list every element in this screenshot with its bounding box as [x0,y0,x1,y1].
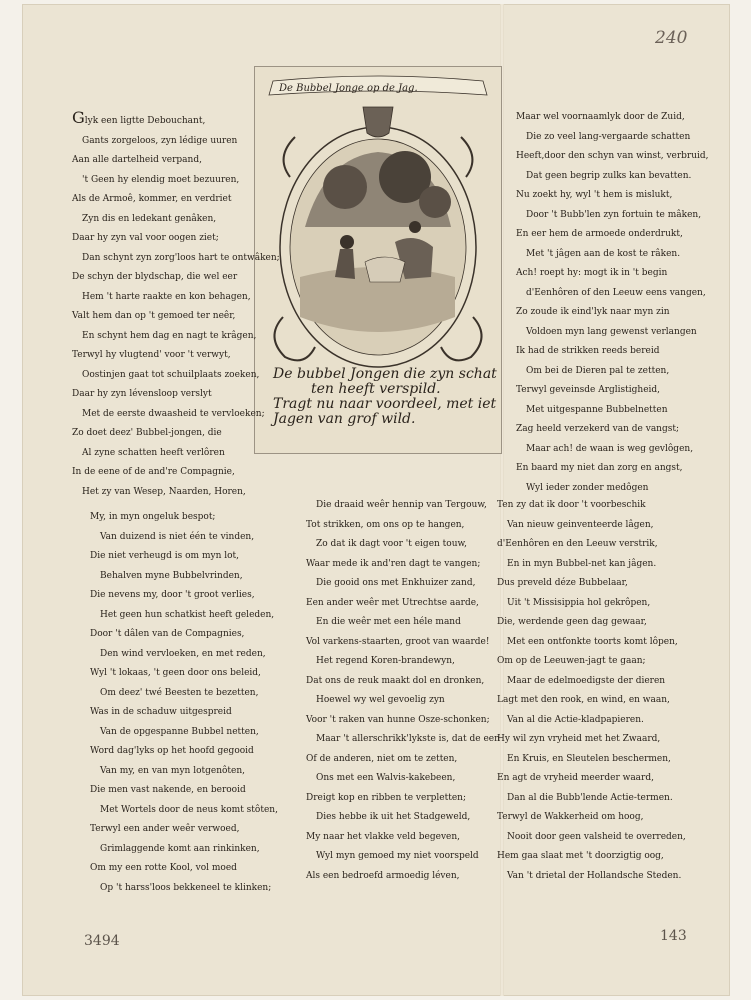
verse-line: Hy wil zyn vryheid met het Zwaard, [497,734,661,744]
verse-line: Terwyl de Wakkerheid om hoog, [497,812,644,822]
verse-line: Nu zoekt hy, wyl 't hem is mislukt, [516,190,673,200]
verse-line: Hoewel wy wel gevoelig zyn [316,695,445,705]
verse-line: Voldoen myn lang gewenst verlangen [526,326,697,337]
verse-line: Die gooid ons met Enkhuizer zand, [316,578,476,588]
verse-line: My, in myn ongeluk bespot; [90,512,216,522]
verse-line: Was in de schaduw uitgespreid [90,707,232,717]
verse-line: Dat geen begrip zulks kan bevatten. [526,170,692,181]
verse-line: Wyl ieder zonder medôgen [526,482,649,493]
verse-line: De schyn der blydschap, die wel eer [72,272,238,282]
verse-line: Word dag'lyks op het hoofd gegooid [90,746,254,756]
lower-middle-column [306,496,500,886]
verse-line: Terwyl een ander weêr verwoed, [90,824,240,834]
verse-line: Grimlaggende komt aan rinkinken, [100,843,260,854]
verse-line: En baard my niet dan zorg en angst, [516,463,683,473]
verse-line: Een ander weêr met Utrechtse aarde, [306,597,479,608]
verse-line: Dus preveld déze Bubbelaar, [497,578,628,588]
bottom-left-annotation: 3494 [84,933,120,949]
verse-line: Lagt met den rook, en wind, en waan, [497,695,670,705]
verse-line: Door 't dâlen van de Compagnies, [90,629,245,639]
verse-line: Ik had de strikken reeds bereid [516,346,660,356]
caption-line: Jagen van grof wild. [273,411,416,427]
verse-line: Van my, en van myn lotgenôten, [100,765,246,776]
verse-line: My naar het vlakke veld begeven, [306,831,461,842]
verse-line: Dan al die Bubb'lende Actie-termen. [507,792,673,803]
verse-line: Dies hebbe ik uit het Stadgeweld, [316,812,471,822]
verse-line: Uit 't Missisippia hol gekrôpen, [507,597,651,608]
verse-line: Maar 't allerschrikk'lykste is, dat de een [316,734,500,744]
drop-cap: G [72,108,85,127]
verse-line: Den wind vervloeken, en met reden, [100,648,266,659]
verse-line: Heeft,door den schyn van winst, verbruid, [516,151,709,161]
verse-line: Met Wortels door de neus komt stôten, [100,804,278,815]
verse-line: En schynt hem dag en nagt te krâgen, [82,330,257,341]
verse-line: Het regend Koren-brandewyn, [316,656,455,666]
verse-line: Wyl myn gemoed my niet voorspeld [316,851,479,861]
verse-line: 't Geen hy elendig moet bezuuren, [82,174,240,185]
verse-line: Met 't jâgen aan de kost te râken. [526,248,681,259]
verse-line: Die, werdende geen dag gewaar, [497,617,647,627]
upper-right-column [516,108,709,498]
verse-line: Dan schynt zyn zorg'loos hart te ontwâken; [82,252,280,263]
caption-line: De bubbel Jongen die zyn schat [273,366,497,382]
verse-line: Om my een rotte Kool, vol moed [90,863,237,873]
verse-line: Die nevens my, door 't groot verlies, [90,590,255,600]
lower-right-column [497,496,686,886]
verse-line: Dreigt kop en ribben te verpletten; [306,792,466,803]
verse-line: Terwyl hy vlugtend' voor 't verwyt, [72,350,231,360]
verse-line: d'Eenhôren en den Leeuw verstrik, [497,539,658,549]
verse-line: Van 't drietal der Hollandsche Steden. [507,870,682,881]
verse-line: Zo zoude ik eind'lyk naar myn zin [516,307,670,317]
verse-line: Nooit door geen valsheid te overreden, [507,831,686,842]
verse-line: Die men vast nakende, en berooid [90,785,246,795]
verse-line: Gants zorgeloos, zyn lédige uuren [82,135,238,146]
verse-line: Ons met een Walvis-kakebeen, [316,773,456,783]
bottom-right-annotation: 143 [660,928,687,944]
verse-line: Zag heeld verzekerd van de vangst; [516,424,680,434]
verse-line: Het zy van Wesep, Naarden, Horen, [82,486,246,497]
verse-line: Ten zy dat ik door 't voorbeschik [497,500,646,510]
verse-line: En eer hem de armoede onderdrukt, [516,229,683,239]
corner-annotation: 240 [655,28,688,48]
verse-line: Die niet verheugd is om myn lot, [90,551,239,561]
verse-line: En in myn Bubbel-net kan jâgen. [507,558,657,569]
verse-line: Aan alle dartelheid verpand, [72,155,202,165]
print-banner-title: De Bubbel Jonge op de Jag. [279,83,418,94]
verse-line: Oostinjen gaat tot schuilplaats zoeken, [82,369,260,380]
verse-line: Zo doet deez' Bubbel-jongen, die [72,428,222,438]
verse-line: Door 't Bubb'len zyn fortuin te mâken, [526,209,702,220]
verse-line: Maar wel voornaamlyk door de Zuid, [516,112,685,122]
verse-line: Of de anderen, niet om te zetten, [306,753,458,764]
verse-line: Die draaid weêr hennip van Tergouw, [316,500,487,510]
verse-line: Zo dat ik dagt voor 't eigen touw, [316,539,468,549]
verse-line: Als de Armoê, kommer, en verdriet [72,194,232,204]
verse-line: Vol varkens-staarten, groot van waarde! [306,636,490,647]
verse-line: In de eene of de and're Compagnie, [72,467,235,477]
verse-line: Al zyne schatten heeft verlôren [82,447,225,458]
verse-line: Die zo veel lang-vergaarde schatten [526,131,691,142]
verse-line: Als een bedroefd armoedig léven, [306,870,460,881]
verse-line: Van de opgespanne Bubbel netten, [100,726,259,737]
verse-line: Terwyl geveinsde Arglistigheid, [516,385,661,395]
verse-line: Daar hy zyn lévensloop verslyt [72,389,212,399]
verse-line: Op 't harss'loos bekkeneel te klinken; [100,882,272,893]
verse-line: Om op de Leeuwen-jagt te gaan; [497,656,646,666]
verse-line: Daar hy zyn val voor oogen ziet; [72,233,219,243]
verse-line: Met de eerste dwaasheid te vervloeken; [82,408,265,419]
lower-left-column [90,508,278,898]
verse-line: Behalven myne Bubbelvrinden, [100,570,243,581]
verse-line: Voor 't raken van hunne Osze-schonken; [306,714,490,725]
verse-line: Maar ach! de waan is weg gevlôgen, [526,443,694,454]
verse-line: Waar mede ik and'ren dagt te vangen; [306,558,481,569]
verse-line: Maar de edelmoedigste der dieren [507,675,666,686]
verse-line: Van duizend is niet één te vinden, [100,531,255,542]
verse-line: En Kruis, en Sleutelen beschermen, [507,753,671,764]
engraving-print [254,66,502,454]
verse-line: Om bei de Dieren pal te zetten, [526,365,670,376]
verse-line: Van nieuw geinventeerde lâgen, [507,519,654,530]
verse-line: Van al die Actie-kladpapieren. [507,714,644,725]
upper-left-column [72,108,280,502]
verse-line: Zyn dis en ledekant genâken, [82,213,217,224]
verse-line: Valt hem dan op 't gemoed ter neêr, [72,311,236,321]
verse-line: Met uitgespanne Bubbelnetten [526,404,668,415]
verse-line: Om deez' twé Beesten te bezetten, [100,687,259,698]
print-caption [273,367,497,427]
verse-line: d'Eenhôren of den Leeuw eens vangen, [526,287,706,298]
verse-line: Hem 't harte raakte en kon behagen, [82,291,251,302]
verse-line: Met een ontfonkte toorts komt lôpen, [507,636,678,647]
verse-line: Tot strikken, om ons op te hangen, [306,519,465,530]
caption-line: ten heeft verspild. [311,381,441,397]
verse-line: En agt de vryheid meerder waard, [497,773,654,783]
caption-line: Tragt nu naar voordeel, met iet [273,396,497,412]
verse-line: Ach! roept hy: mogt ik in 't begin [516,268,668,278]
verse-line: Wyl 't lokaas, 't geen door ons beleid, [90,668,261,678]
verse-line: Het geen hun schatkist heeft geleden, [100,609,275,620]
verse-line: Glyk een ligtte Debouchant, [72,108,206,127]
verse-line: Hem gaa slaat met 't doorzigtig oog, [497,851,664,861]
verse-line: En die weêr met een héle mand [316,617,461,627]
verse-line: Dat ons de reuk maakt dol en dronken, [306,675,485,686]
